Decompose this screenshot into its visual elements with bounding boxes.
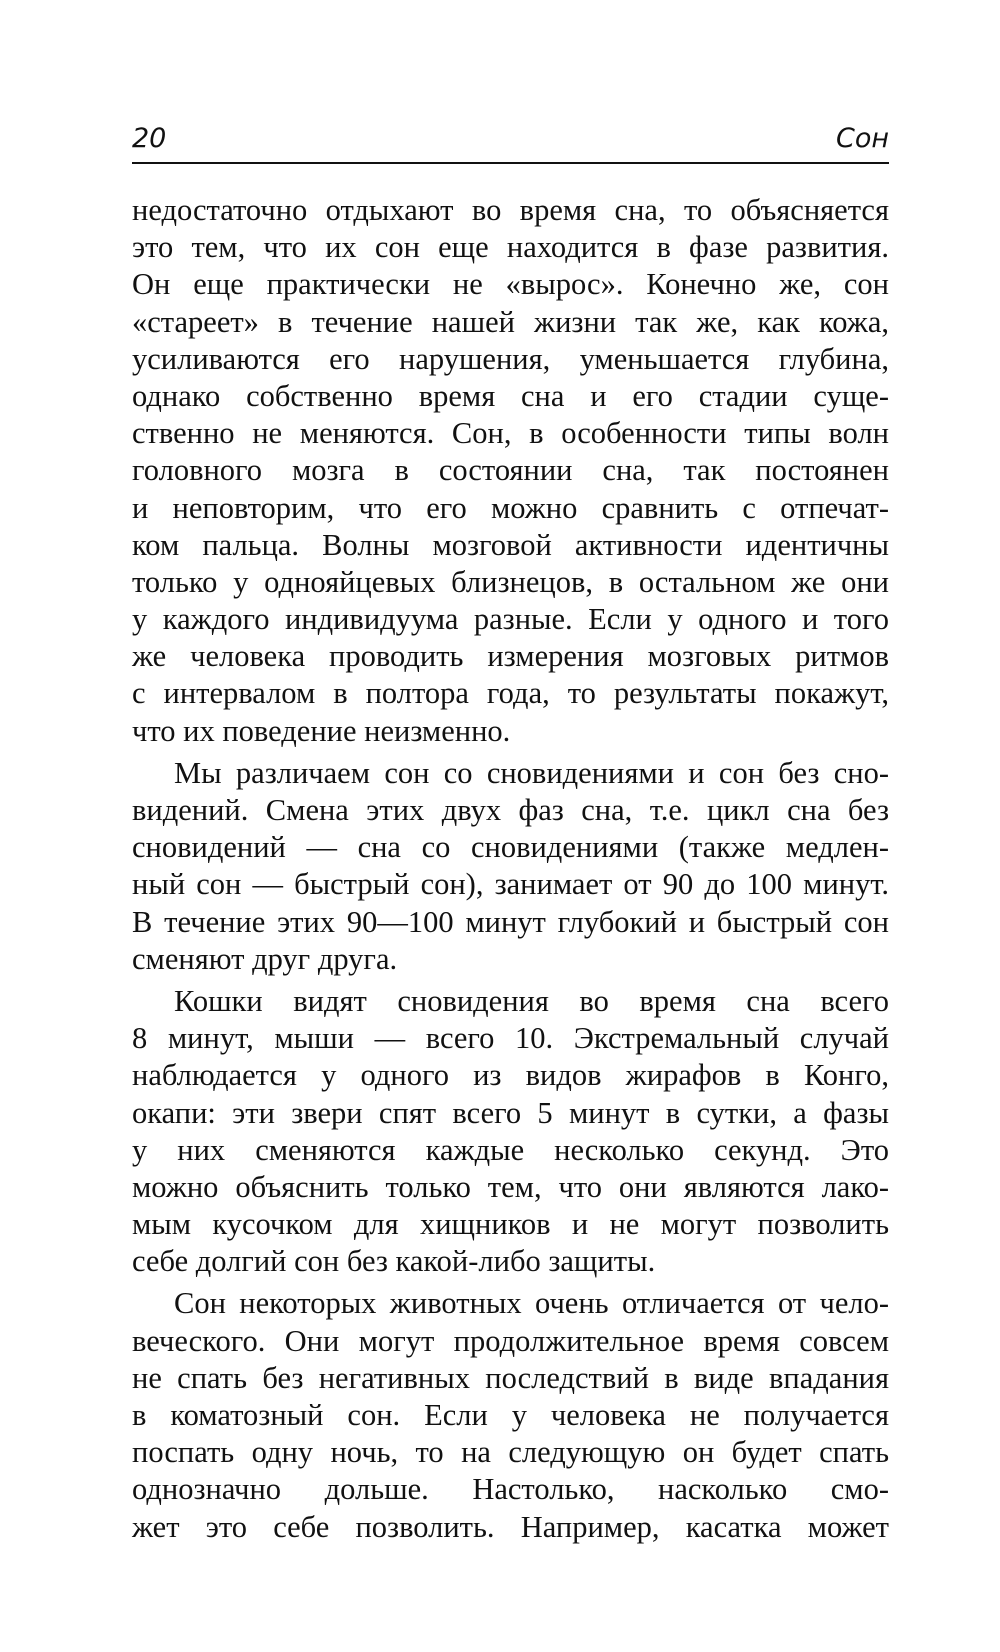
page-number: 20 [132,123,167,154]
text-line: Кошки видят сновидения во время сна всего [174,983,889,1018]
text-line: жет это себе позволить. Например, касатка может [132,1509,889,1544]
text-line: же человека проводить измерения мозговых ритмов [132,639,889,674]
text-line: 8 минут, мыши — всего 10. Экстремальный случай [132,1021,889,1056]
text-line: Он еще практически не «вырос». Конечно же, сон [132,267,889,302]
text-line: у них сменяются каждые несколько секунд. Это [132,1132,889,1167]
text-line: окапи: эти звери спят всего 5 минут в сутки, а фазы [132,1095,889,1130]
text-line: Мы различаем сон со сновидениями и сон без сно- [174,755,889,790]
text-line: веческого. Они могут продолжительное время совсем [132,1323,889,1358]
text-line: у каждого индивидуума разные. Если у одного и того [132,602,889,637]
text-line: себе долгий сон без какой-либо защиты. [132,1244,656,1279]
text-line: ный сон — быстрый сон), занимает от 90 до 100 минут. [132,867,889,902]
text-line: В течение этих 90—100 минут глубокий и быстрый сон [132,904,889,939]
text-line: «стареет» в течение нашей жизни так же, как кожа, [132,304,889,339]
text-line: однако собственно время сна и его стадии суще- [132,378,889,413]
paragraph-4 [132,1285,889,1545]
text-line: Сон некоторых животных очень отличается от чело- [174,1286,889,1321]
text-line: однозначно дольше. Настолько, насколько смо- [132,1472,889,1507]
text-line: недостаточно отдыхают во время сна, то объясняется [132,193,889,227]
text-line: поспать одну ночь, то на следующую он будет спать [132,1435,889,1470]
text-line: можно объяснить только тем, что они являются лако- [132,1169,889,1204]
text-line: не спать без негативных последствий в виде впадания [132,1360,889,1395]
text-line: сменяют друг друга. [132,941,398,976]
text-line: наблюдается у одного из видов жирафов в Конго, [132,1058,889,1093]
running-header [132,118,889,164]
running-title: Сон [835,123,889,154]
paragraph-2 [132,755,889,978]
text-line: и неповторим, что его можно сравнить с отпечат- [132,490,889,525]
text-line: усиливаются его нарушения, уменьшается глубина, [132,341,889,376]
text-line: мым кусочком для хищников и не могут позволить [132,1207,889,1242]
text-line: видений. Смена этих двух фаз сна, т.е. цикл сна без [132,793,889,827]
text-line: что их поведение неизменно. [132,713,511,748]
text-line: с интервалом в полтора года, то результаты покажут, [132,676,889,711]
body-text [132,192,889,1546]
text-line: только у однояйцевых близнецов, в остальном же они [132,564,889,599]
text-line: это тем, что их сон еще находится в фазе развития. [132,230,889,265]
text-line: головного мозга в состоянии сна, так постоянен [132,453,889,488]
paragraph-3 [132,983,889,1281]
text-line: сновидений — сна со сновидениями (также медлен- [132,830,889,865]
text-line: ком пальца. Волны мозговой активности идентичны [132,527,889,562]
text-line: в коматозный сон. Если у человека не получается [132,1398,889,1432]
text-line: ственно не меняются. Сон, в особенности типы волн [132,416,889,451]
paragraph-1 [132,192,889,750]
